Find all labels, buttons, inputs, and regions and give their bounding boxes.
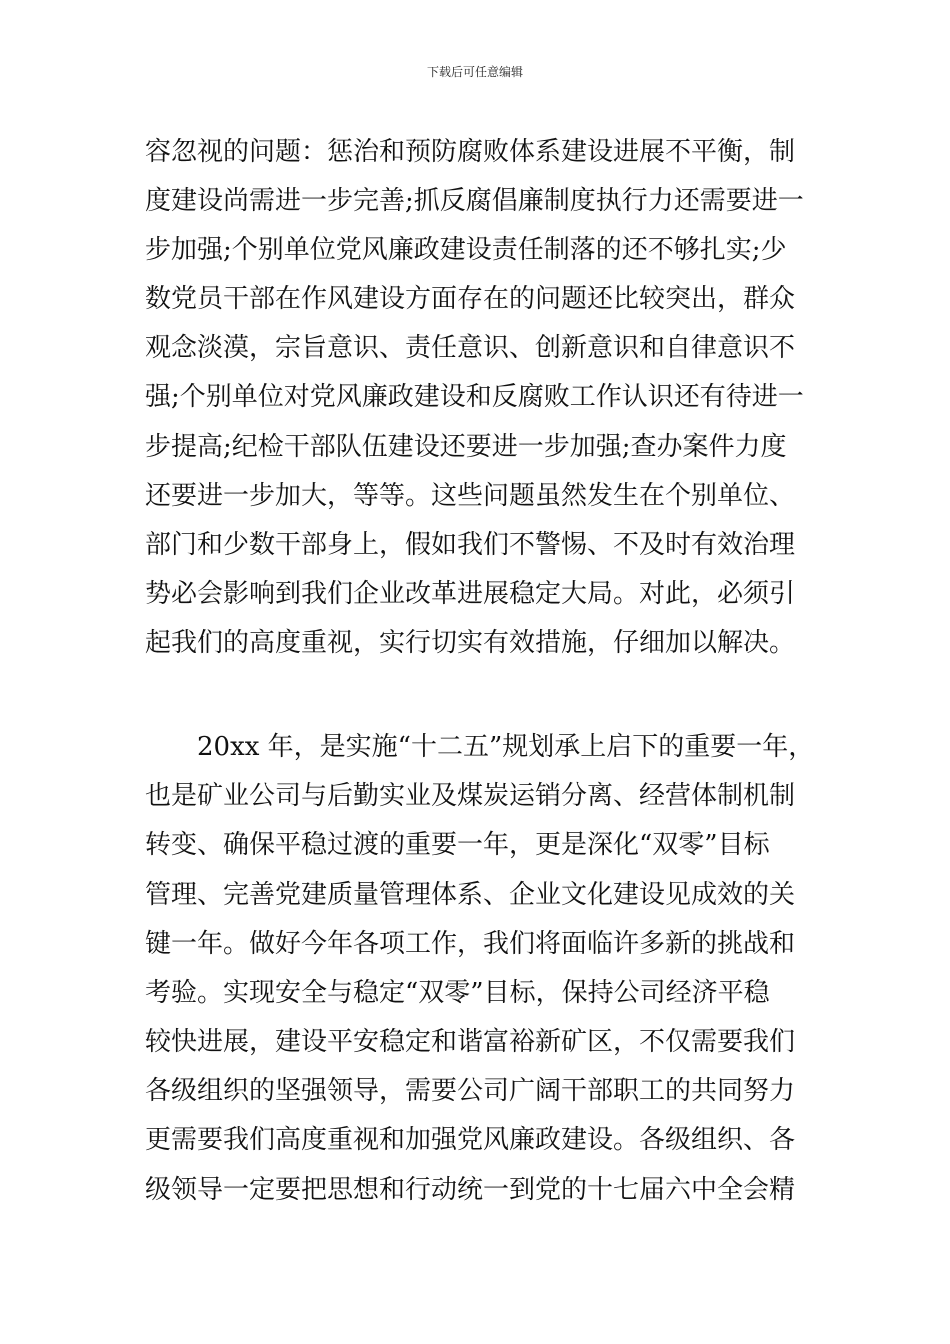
page-header: 下载后可任意编辑 xyxy=(426,65,523,79)
text-line: 更需要我们高度重视和加强党风廉政建设。各级组织、各 xyxy=(145,1125,796,1155)
text-line: 步提高;纪检干部队伍建设还要进一步加强;查办案件力度 xyxy=(145,432,787,462)
text-line: 20xx 年，是实施“十二五”规划承上启下的重要一年， xyxy=(197,732,815,762)
text-line: 起我们的高度重视，实行切实有效措施，仔细加以解决。 xyxy=(145,628,796,658)
text-line: 部门和少数干部身上，假如我们不警惕、不及时有效治理 xyxy=(145,530,796,560)
text-line: 级领导一定要把思想和行动统一到党的十七届六中全会精 xyxy=(145,1175,796,1205)
text-line: 观念淡漠，宗旨意识、责任意识、创新意识和自律意识不 xyxy=(145,333,796,363)
text-line: 各级组织的坚强领导，需要公司广阔干部职工的共同努力 xyxy=(145,1076,796,1106)
text-line: 转变、确保平稳过渡的重要一年，更是深化“双零”目标 xyxy=(145,830,770,860)
text-line: 数党员干部在作风建设方面存在的问题还比较突出，群众 xyxy=(145,284,796,314)
text-line: 度建设尚需进一步完善;抓反腐倡廉制度执行力还需要进一 xyxy=(145,186,804,216)
text-line: 也是矿业公司与后勤实业及煤炭运销分离、经营体制机制 xyxy=(145,781,796,811)
text-line: 较快进展，建设平安稳定和谐富裕新矿区，不仅需要我们 xyxy=(145,1027,796,1057)
text-line: 键一年。做好今年各项工作，我们将面临许多新的挑战和 xyxy=(145,929,796,959)
text-line: 强;个别单位对党风廉政建设和反腐败工作认识还有待进一 xyxy=(145,382,804,412)
text-line: 还要进一步加大，等等。这些问题虽然发生在个别单位、 xyxy=(145,481,796,511)
text-line: 管理、完善党建质量管理体系、企业文化建设见成效的关 xyxy=(145,880,796,910)
text-line: 势必会影响到我们企业改革进展稳定大局。对此，必须引 xyxy=(145,579,796,609)
text-line: 考验。实现安全与稳定“双零”目标，保持公司经济平稳 xyxy=(145,978,770,1008)
text-line: 容忽视的问题：惩治和预防腐败体系建设进展不平衡，制 xyxy=(145,137,796,167)
text-line: 步加强;个别单位党风廉政建设责任制落的还不够扎实;少 xyxy=(145,235,787,265)
